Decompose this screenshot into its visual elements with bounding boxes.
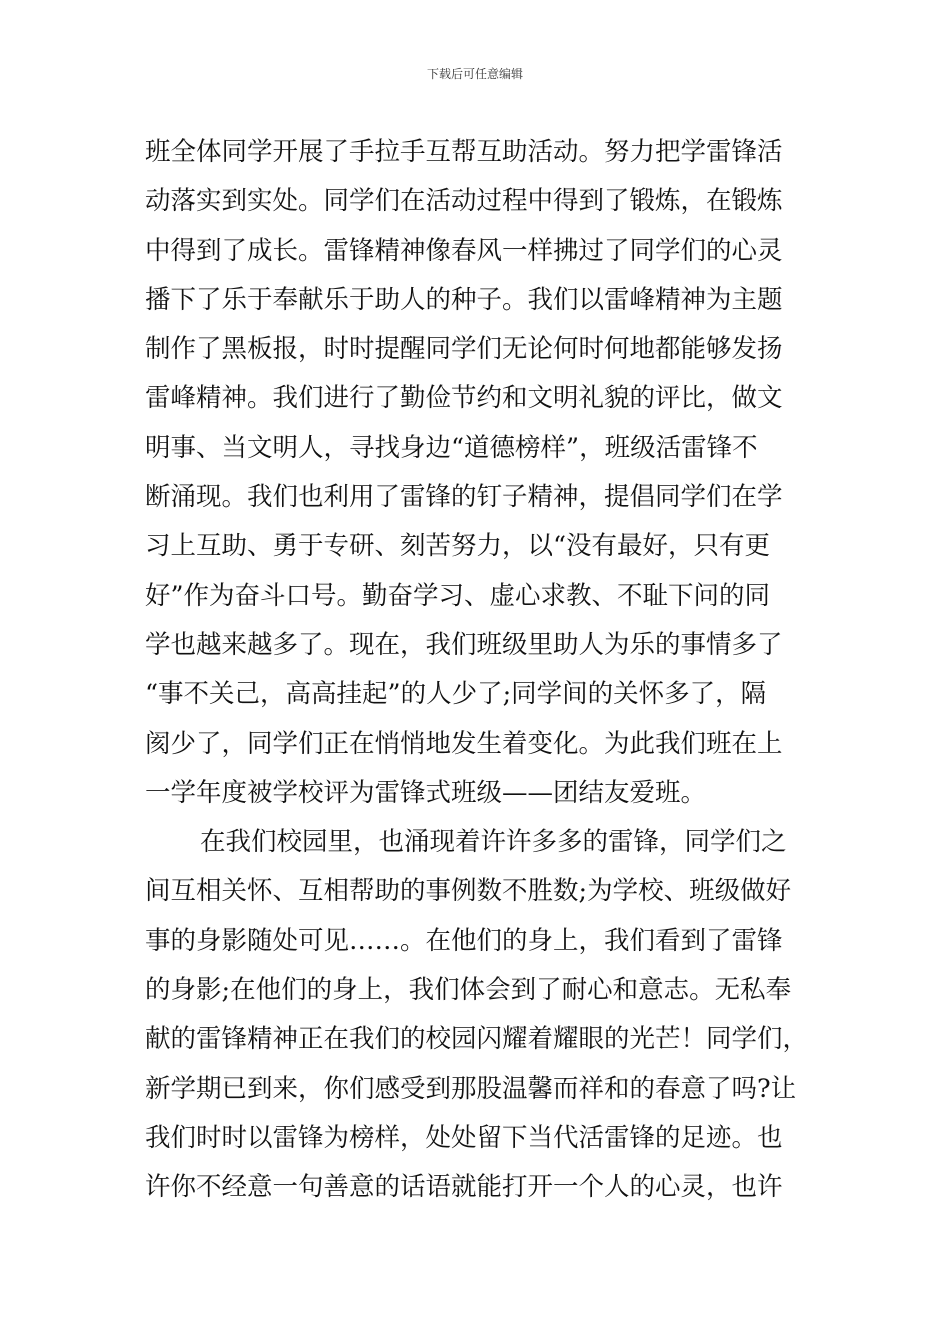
text-line: 事的身影随处可见……。在他们的身上，我们看到了雷锋 — [145, 925, 783, 956]
text-line: 明事、当文明人，寻找身边“道德榜样”，班级活雷锋不 — [145, 432, 758, 463]
text-line: 在我们校园里，也涌现着许许多多的雷锋，同学们之 — [200, 827, 787, 858]
text-line: 许你不经意一句善意的话语就能打开一个人的心灵，也许 — [145, 1172, 783, 1203]
text-line: 的身影;在他们的身上，我们体会到了耐心和意志。无私奉 — [145, 975, 792, 1006]
text-line: “事不关己，高高挂起”的人少了;同学间的关怀多了，隔 — [145, 679, 767, 710]
text-line: 间互相关怀、互相帮助的事例数不胜数;为学校、班级做好 — [145, 876, 792, 907]
text-line: 断涌现。我们也利用了雷锋的钉子精神，提倡同学们在学 — [145, 482, 783, 513]
paragraph-2 — [145, 818, 815, 1212]
document-body — [145, 128, 815, 1213]
text-line: 制作了黑板报，时时提醒同学们无论何时何地都能够发扬 — [145, 334, 783, 365]
text-line: 习上互助、勇于专研、刻苦努力，以“没有最好，只有更 — [145, 531, 771, 562]
page-header: 下载后可任意编辑 — [426, 67, 523, 81]
text-line: 动落实到实处。同学们在活动过程中得到了锻炼，在锻炼 — [145, 186, 783, 217]
text-line: 新学期已到来，你们感受到那股温馨而祥和的春意了吗?让 — [145, 1073, 797, 1104]
text-line: 阂少了，同学们正在悄悄地发生着变化。为此我们班在上 — [145, 728, 783, 759]
text-line: 中得到了成长。雷锋精神像春风一样拂过了同学们的心灵 — [145, 235, 783, 266]
text-line: 献的雷锋精神正在我们的校园闪耀着耀眼的光芒！同学们， — [145, 1024, 809, 1055]
text-line: 学也越来越多了。现在，我们班级里助人为乐的事情多了 — [145, 629, 783, 660]
text-line: 一学年度被学校评为雷锋式班级——团结友爱班。 — [145, 777, 707, 808]
text-line: 雷峰精神。我们进行了勤俭节约和文明礼貌的评比，做文 — [145, 383, 783, 414]
text-line: 班全体同学开展了手拉手互帮互助活动。努力把学雷锋活 — [145, 137, 783, 167]
paragraph-1 — [145, 128, 815, 818]
text-line: 好”作为奋斗口号。勤奋学习、虚心求教、不耻下问的同 — [145, 580, 771, 611]
text-line: 播下了乐于奉献乐于助人的种子。我们以雷峰精神为主题 — [145, 284, 783, 315]
text-line: 我们时时以雷锋为榜样，处处留下当代活雷锋的足迹。也 — [145, 1122, 783, 1153]
